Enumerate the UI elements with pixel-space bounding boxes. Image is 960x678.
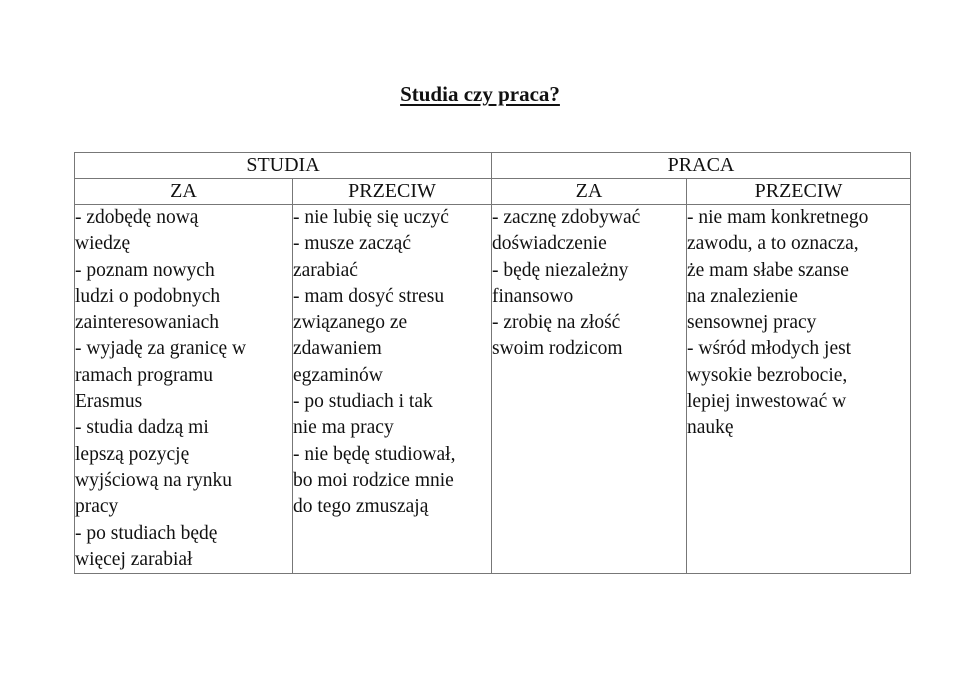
cell-text-line: - będę niezależny	[492, 259, 629, 281]
cell-text-line: związanego ze	[293, 312, 408, 334]
cell-text-line: - nie lubię się uczyć	[293, 207, 449, 228]
subheader-praca-przeciw: PRZECIW	[687, 179, 911, 205]
cell-praca-przeciw	[687, 205, 911, 574]
cell-text-line: - wśród młodych jest	[687, 338, 852, 360]
cell-text-line: lepszą pozycję	[75, 443, 190, 465]
cell-text-line: zdawaniem	[293, 338, 382, 360]
cell-text-line: - po studiach będę	[75, 522, 218, 544]
document-title: Studia czy praca?	[400, 82, 560, 106]
cell-text-line: - po studiach i tak	[293, 391, 433, 413]
pros-cons-table	[74, 152, 911, 574]
cell-text-line: do tego zmuszają	[293, 496, 429, 518]
cell-text-line: naukę	[687, 417, 734, 439]
group-header-studia: STUDIA	[75, 153, 492, 179]
cell-text-line: zarabiać	[293, 259, 358, 281]
cell-text-line: wyjściową na rynku	[75, 469, 233, 491]
cell-text-line: Erasmus	[75, 391, 143, 413]
cell-text-line: zawodu, a to oznacza,	[687, 233, 859, 255]
cell-text-line: na znalezienie	[687, 285, 798, 307]
cell-text-line: wiedzę	[75, 233, 131, 255]
cell-text-line: finansowo	[492, 285, 574, 307]
cell-praca-za	[492, 205, 687, 574]
subheader-praca-za: ZA	[492, 179, 687, 205]
cell-text-line: doświadczenie	[492, 233, 607, 255]
cell-text-line: swoim rodzicom	[492, 338, 623, 360]
cell-text-line: - mam dosyć stresu	[293, 285, 445, 307]
group-header-row	[75, 153, 911, 179]
cell-text-line: bo moi rodzice mnie	[293, 469, 454, 491]
cell-text-line: - nie mam konkretnego	[687, 207, 869, 228]
cell-text-line: nie ma pracy	[293, 417, 394, 439]
cell-text-line: - musze zacząć	[293, 233, 411, 255]
cell-text-line: zainteresowaniach	[75, 312, 220, 334]
cell-text-line: - zdobędę nową	[75, 207, 199, 228]
cell-text-line: sensownej pracy	[687, 312, 817, 334]
cell-studia-za	[75, 205, 293, 574]
group-header-praca: PRACA	[492, 153, 911, 179]
cell-text-line: - zrobię na złość	[492, 312, 621, 334]
cell-text-line: wysokie bezrobocie,	[687, 364, 848, 386]
subheader-studia-przeciw: PRZECIW	[293, 179, 492, 205]
content-row	[75, 205, 911, 574]
cell-text-line: - poznam nowych	[75, 259, 215, 281]
cell-text-line: ludzi o podobnych	[75, 285, 221, 307]
cell-text-line: egzaminów	[293, 364, 383, 386]
cell-text-line: więcej zarabiał	[75, 548, 193, 570]
subheader-row	[75, 179, 911, 205]
cell-text-line: ramach programu	[75, 364, 214, 386]
cell-text-line: - zacznę zdobywać	[492, 207, 641, 228]
cell-studia-przeciw	[293, 205, 492, 574]
cell-text-line: - nie będę studiował,	[293, 443, 456, 465]
cell-text-line: - studia dadzą mi	[75, 417, 209, 439]
cell-text-line: pracy	[75, 496, 119, 518]
cell-text-line: że mam słabe szanse	[687, 259, 849, 281]
cell-text-line: lepiej inwestować w	[687, 391, 847, 413]
cell-text-line: - wyjadę za granicę w	[75, 338, 247, 360]
subheader-studia-za: ZA	[75, 179, 293, 205]
